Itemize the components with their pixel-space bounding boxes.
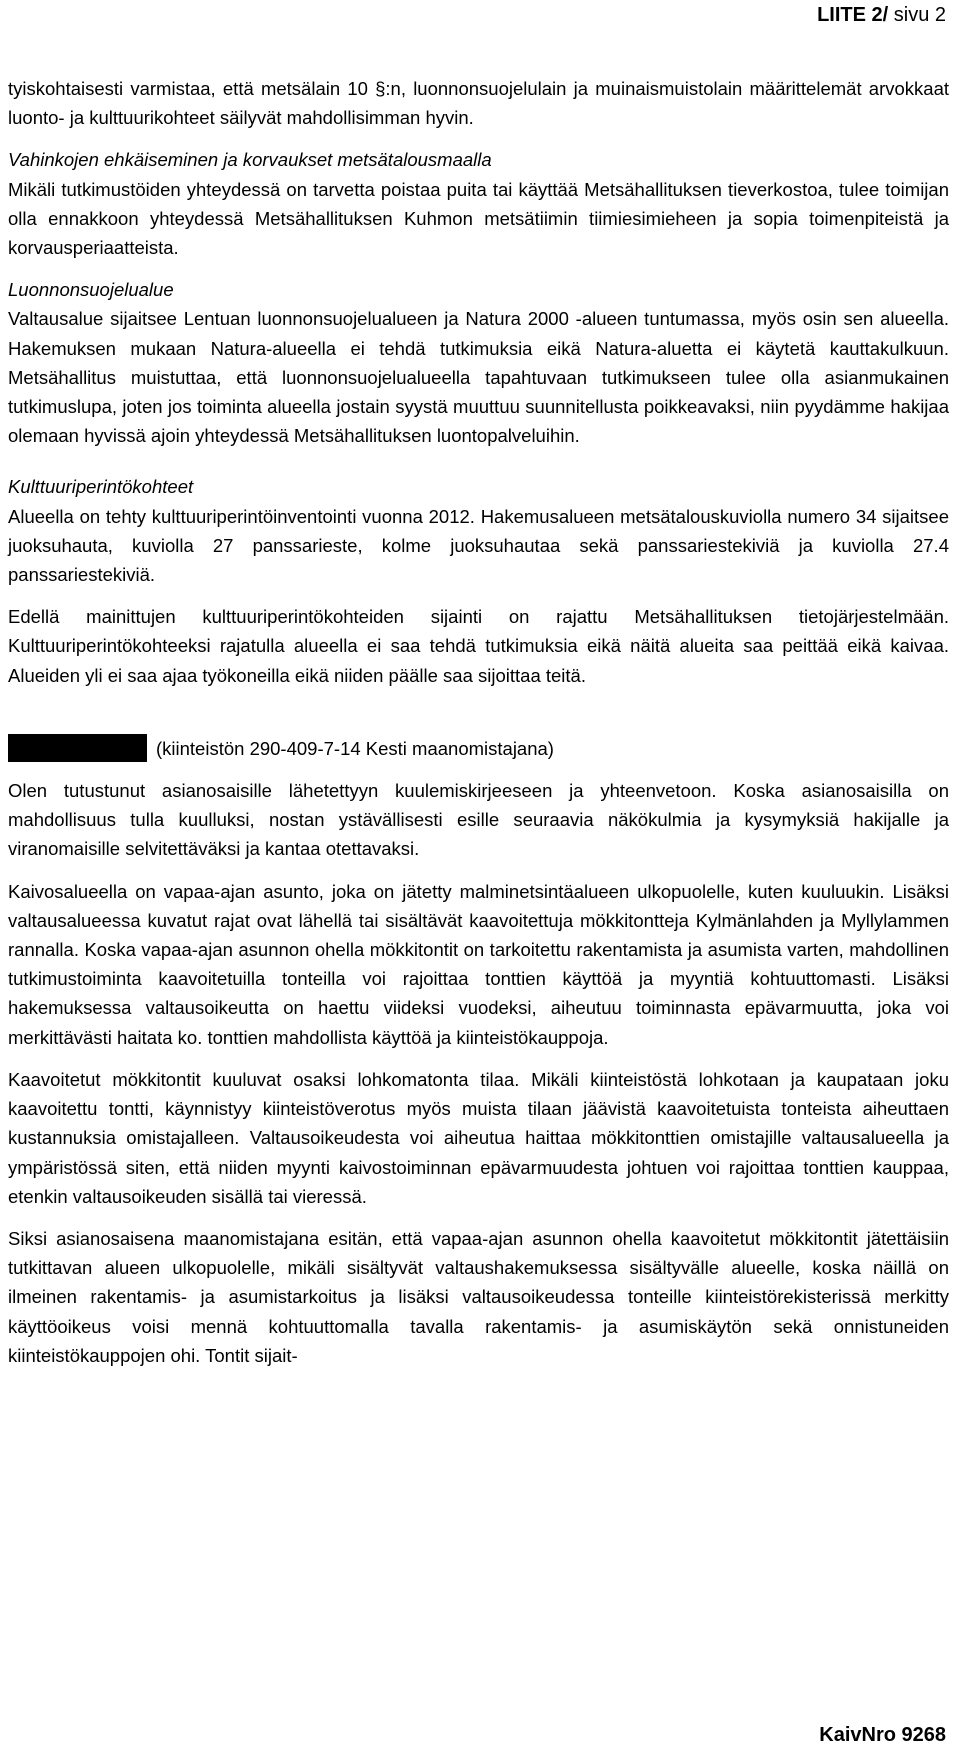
appendix-label: LIITE 2/ [817,4,889,26]
nature-reserve-paragraph: Valtausalue sijaitsee Lentuan luonnonsuojelualueen ja Natura 2000 -alueen tuntumassa, myös osin sen alueella. Hakemuksen mukaan Natura-alueella ei tehdä tutkimuksia eikä Natura-aluetta ei käytetä kauttakulkuun. Metsähallitus muistuttaa, että luonnonsuojelualueella tapahtuvaan tutkimukseen tulee olla asianmukainen tutkimuslupa, joten jos toiminta alueella jostain syystä muuttuu suunnitellusta poikkeavaksi, niin pyydämme hakijaa olemaan hyvissä ajoin yhteydessä Metsähallituksen luontopalveluihin. [8,308,949,447]
page-header [817,4,946,27]
damage-paragraph: Mikäli tutkimustöiden yhteydessä on tarvetta poistaa puita tai käyttää Metsähallituksen tieverkostoa, tulee toimijan olla ennakkoon yhteydessä Metsähallituksen Kuhmon metsätiimin tiimiesimieheen ja sopia toimenpiteistä ja korvausperiaatteista. [8,178,949,259]
redacted-name-block [8,734,147,762]
heritage-paragraph-1: Alueella on tehty kulttuuriperintöinventointi vuonna 2012. Hakemusalueen metsätalouskuviolla numero 34 sijaitsee juoksuhauta, kuviolla 27 panssarieste, kolme juoksuhautaa sekä panssariestekiviä ja kuviolla 27.4 panssariestekiviä. [8,505,949,586]
owner-label: (kiinteistön 290-409-7-14 Kesti maanomistajana) [156,737,554,759]
owner-paragraph-3: Kaavoitetut mökkitontit kuuluvat osaksi lohkomatonta tilaa. Mikäli kiinteistöstä lohkotaan ja kaupataan joku kaavoitettu tontti, käynnistyy kiinteistöverotus myös muista tilaan jäävistä kaavoitetuista tonteista aiheuttaen kustannuksia omistajalleen. Valtausoikeudesta voi aiheutua haittaa mökkitonttien omistajille valtausalueella ja ympäristössä siten, että niiden myynti kaivostoiminnan epävarmuudesta johtuen voi rajoittaa tonttien kauppaa, etenkin valtausoikeuden sisällä tai vieressä. [8,1068,949,1207]
heading-damage: Vahinkojen ehkäiseminen ja korvaukset metsätalousmaalla [8,149,492,171]
owner-line [8,734,949,763]
intro-paragraph: tyiskohtaisesti varmistaa, että metsälain 10 §:n, luonnonsuojelulain ja muinaismuistolain määrittelemät arvokkaat luonto- ja kulttuurikohteet säilyvät mahdollisimman hyvin. [8,78,949,129]
document-number: KaivNro 9268 [819,1724,946,1746]
owner-paragraph-2: Kaivosalueella on vapaa-ajan asunto, joka on jätetty malminetsintäalueen ulkopuolelle, kuten kuuluukin. Lisäksi valtausalueessa kuvatut rajat ovat lähellä tai sisältävät kaavoitettuja mökkitontteja Kylmänlahden ja Myllylammen rannalla. Koska vapaa-ajan asunnon ohella mökkitontit on tarkoitettu rakentamista ja asumista varten, mahdollinen tutkimustoiminta kaavoitetuilla tonteilla voi rajoittaa tonttien käyttöä ja myyntiä kohtuuttomasti. Lisäksi hakemuksessa valtausoikeutta on haettu viideksi vuodeksi, aiheutuu toiminnasta epävarmuutta, joka voi merkittävästi haitata ko. tonttien mahdollista käyttöä ja kiinteistökauppoja. [8,880,949,1048]
heading-nature-reserve: Luonnonsuojelualue [8,279,174,301]
page-number: sivu 2 [888,4,946,26]
owner-paragraph-1: Olen tutustunut asianosaisille lähetettyyn kuulemiskirjeeseen ja yhteenvetoon. Koska asianosaisilla on mahdollisuus tulla kuulluksi, nostan ystävällisesti esille seuraavia näkökulmia ja kysymyksiä hakijalle ja viranomaisille selvitettäväksi ja kantaa otettavaksi. [8,780,949,860]
heritage-paragraph-2: Edellä mainittujen kulttuuriperintökohteiden sijainti on rajattu Metsähallituksen tietojärjestelmään. Kulttuuriperintökohteeksi rajatulla alueella ei saa tehdä tutkimuksia eikä näitä alueita saa peittää eikä kaivaa. Alueiden yli ei saa ajaa työkoneilla eikä niiden päälle saa sijoittaa teitä. [8,606,949,686]
heading-cultural-heritage: Kulttuuriperintökohteet [8,476,194,498]
owner-paragraph-4: Siksi asianosaisena maanomistajana esitän, että vapaa-ajan asunnon ohella kaavoitetut mökkitontit jätettäisiin tutkittavan alueen ulkopuolelle, mikäli sisältyvät valtaushakemuksessa sisältyvälle alueelle, koska näillä on ilmeinen rakentamis- ja asumistarkoitus ja lisäksi valtausoikeudessa tonteille kiinteistörekisterissä merkitty käyttöoikeus voisi mennä kohtuuttomalla tavalla rakentamis- ja asumiskäytön sekä onnistuneiden kiinteistökauppojen ohi. Tontit sijait- [8,1227,949,1366]
document-body [8,74,949,1370]
